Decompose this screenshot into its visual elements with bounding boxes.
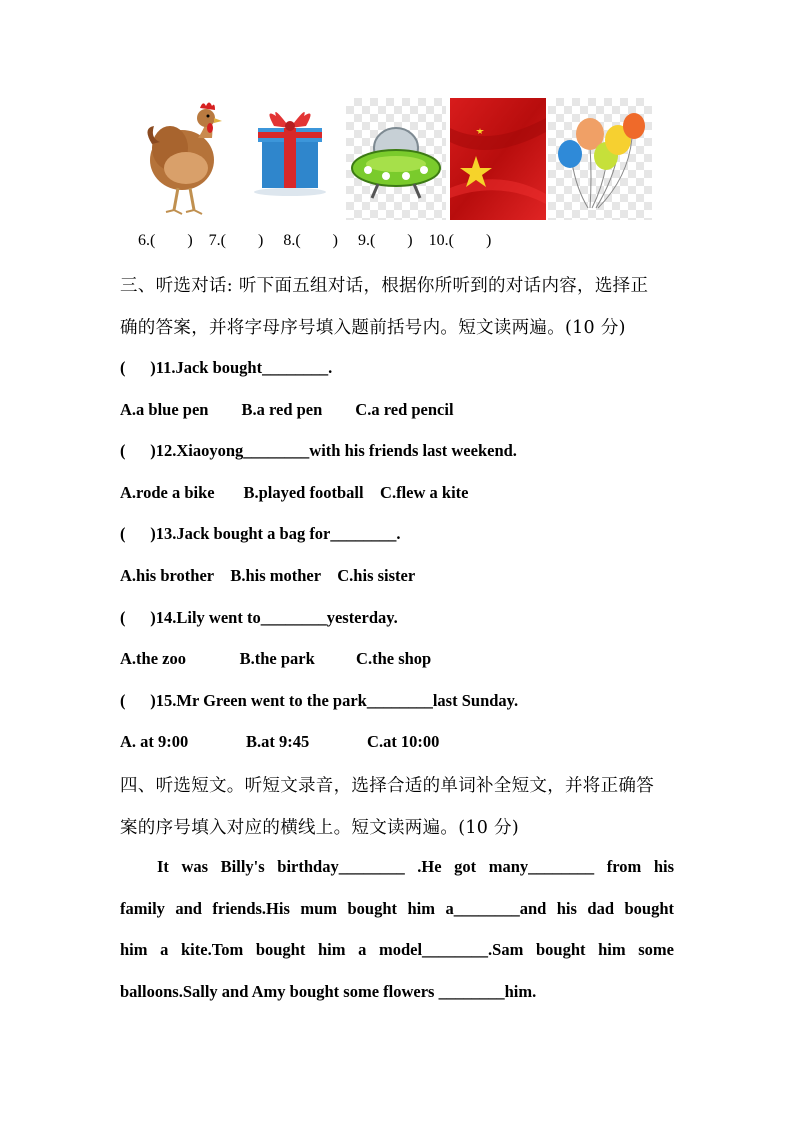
passage-line-2: family and friends.His mum bought him a________and his dad bought xyxy=(120,899,674,918)
question-14-options: A.the zoo B.the park C.the shop xyxy=(120,649,432,668)
balloons-icon xyxy=(548,98,652,220)
question-11-options: A.a blue pen B.a red pen C.a red pencil xyxy=(120,400,454,419)
hen-icon xyxy=(140,98,232,220)
question-13: ( )13.Jack bought a bag for________. xyxy=(120,524,401,543)
passage-line-3: him a kite.Tom bought him a model________.Sam bought him some xyxy=(120,940,674,959)
ufo-icon xyxy=(346,98,446,220)
passage-line-4: balloons.Sally and Amy bought some flowers ________him. xyxy=(120,982,537,1001)
red-flag-icon xyxy=(450,98,546,220)
section4-heading-line1: 四、听选短文。听短文录音，选择合适的单词补全短文，并将正确答 xyxy=(120,776,654,796)
section4-heading-line2: 案的序号填入对应的横线上。短文读两遍。(10 分) xyxy=(120,818,519,838)
question-14: ( )14.Lily went to________yesterday. xyxy=(120,608,398,627)
section3-heading-line2: 确的答案，并将字母序号填入题前括号内。短文读两遍。(10 分) xyxy=(120,318,626,338)
gift-box-icon xyxy=(244,98,336,220)
picture-answer-labels: 6.( ) 7.( ) 8.( ) 9.( ) 10.( ) xyxy=(138,232,492,249)
passage-line-1: It was Billy's birthday________ .He got many________ from his xyxy=(157,857,674,876)
section3-heading-line1: 三、听选对话: 听下面五组对话，根据你所听到的对话内容，选择正 xyxy=(120,276,649,296)
question-15-options: A. at 9:00 B.at 9:45 C.at 10:00 xyxy=(120,732,440,751)
question-12: ( )12.Xiaoyong________with his friends last weekend. xyxy=(120,441,517,460)
question-12-options: A.rode a bike B.played football C.flew a kite xyxy=(120,483,469,502)
question-11: ( )11.Jack bought________. xyxy=(120,358,333,377)
question-13-options: A.his brother B.his mother C.his sister xyxy=(120,566,416,585)
question-15: ( )15.Mr Green went to the park________last Sunday. xyxy=(120,691,519,710)
